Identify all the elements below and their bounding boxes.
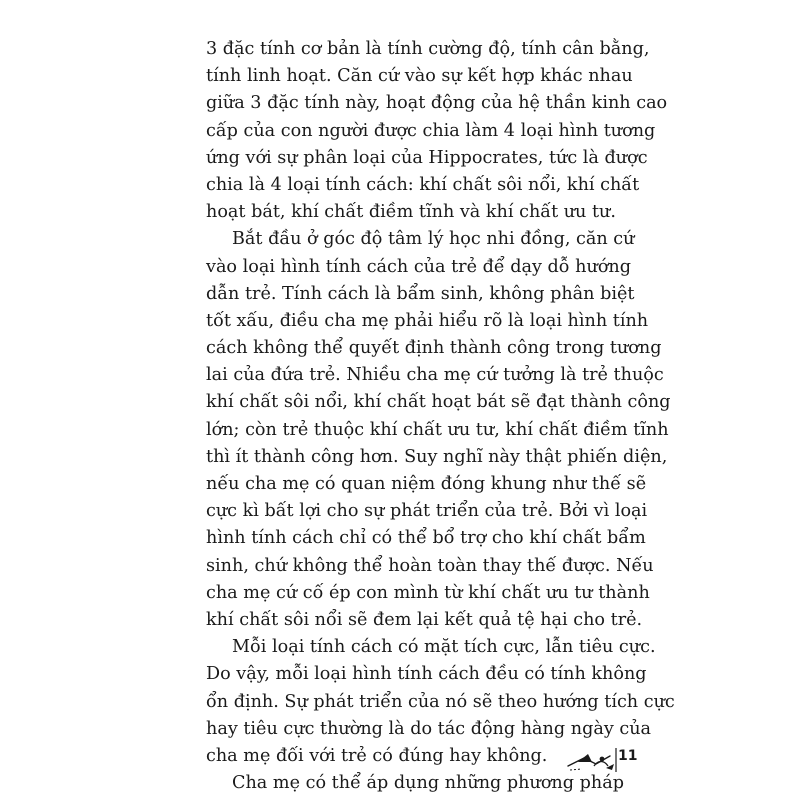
paragraph-4 (206, 770, 624, 797)
text-line: dẫn trẻ. Tính cách là bẩm sinh, không phân biệt (206, 283, 635, 304)
text-line: cha mẹ cứ cố ép con mình từ khí chất ưu tư thành (206, 582, 650, 603)
text-line: Mỗi loại tính cách có mặt tích cực, lẫn tiêu cực. (232, 637, 656, 658)
text-line: thì ít thành công hơn. Suy nghĩ này thật phiến diện, (206, 446, 668, 467)
text-line: Bắt đầu ở góc độ tâm lý học nhi đồng, căn cứ (232, 229, 635, 250)
text-line: tính linh hoạt. Căn cứ vào sự kết hợp khác nhau (206, 66, 633, 87)
text-line: ổn định. Sự phát triển của nó sẽ theo hướng tích cực (206, 691, 675, 712)
text-line: khí chất sôi nổi, khí chất hoạt bát sẽ đạt thành công (206, 392, 671, 413)
text-line: giữa 3 đặc tính này, hoạt động của hệ thần kinh cao (206, 93, 668, 114)
text-line: nếu cha mẹ có quan niệm đóng khung như thế sẽ (206, 474, 647, 494)
text-line: vào loại hình tính cách của trẻ để dạy dỗ hướng (206, 256, 632, 277)
page-number: 11 (618, 748, 638, 764)
text-line: 3 đặc tính cơ bản là tính cường độ, tính cân bằng, (206, 39, 650, 59)
text-line: cực kì bất lợi cho sự phát triển của trẻ. Bởi vì loại (206, 501, 648, 522)
text-line: Cha mẹ có thể áp dụng những phương pháp (232, 773, 624, 794)
page-footer (566, 744, 636, 774)
text-line: Do vậy, mỗi loại hình tính cách đều có tính không (206, 664, 647, 685)
paragraph-2 (206, 226, 671, 634)
text-line: khí chất sôi nổi sẽ đem lại kết quả tệ hại cho trẻ. (206, 609, 643, 630)
text-line: sinh, chứ không thể hoàn toàn thay thế được. Nếu (206, 555, 654, 576)
text-line: ứng với sự phân loại của Hippocrates, tức là được (206, 147, 648, 168)
text-line: hoạt bát, khí chất điềm tĩnh và khí chất ưu tư. (206, 202, 616, 223)
text-line: hay tiêu cực thường là do tác động hàng ngày của (206, 718, 652, 739)
text-line: tốt xấu, điều cha mẹ phải hiểu rõ là loại hình tính (206, 310, 649, 331)
text-line: lớn; còn trẻ thuộc khí chất ưu tư, khí chất điềm tĩnh (206, 419, 669, 440)
text-line: cấp của con người được chia làm 4 loại hình tương (206, 120, 656, 141)
text-line: chia là 4 loại tính cách: khí chất sôi nổi, khí chất (206, 174, 640, 195)
text-line: lai của đứa trẻ. Nhiều cha mẹ cứ tưởng là trẻ thuộc (206, 365, 664, 386)
text-line: hình tính cách chỉ có thể bổ trợ cho khí chất bẩm (206, 528, 646, 549)
paper-plane-doodle-icon (566, 744, 618, 774)
text-line: cha mẹ đối với trẻ có đúng hay không. (206, 745, 548, 766)
paragraph-1 (206, 36, 668, 226)
text-line: cách không thể quyết định thành công trong tương (206, 338, 662, 359)
